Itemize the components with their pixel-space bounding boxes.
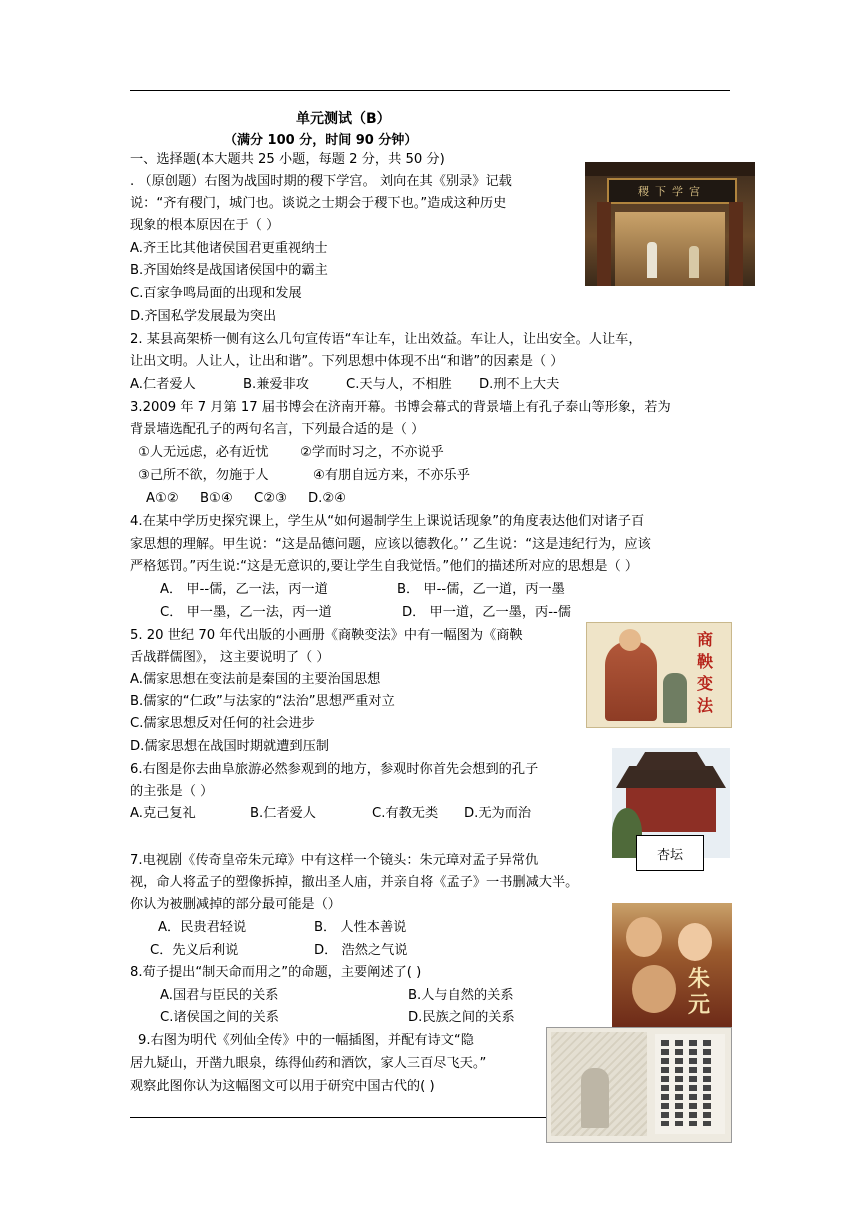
academy-doorway — [615, 212, 725, 286]
q3-option-d: D.②④ — [308, 491, 346, 506]
q3-option-b: B①④ — [200, 491, 233, 506]
q9-stem-line: 居九疑山，开凿九眼泉，练得仙药和酒饮，家人三百尽飞天。” — [130, 1056, 487, 1071]
q7-stem-line: 你认为被删减掉的部分最可能是（） — [130, 897, 341, 912]
q2-option-a: A.仁者爱人 — [130, 377, 196, 392]
q3-stem-line: 背景墙选配孔子的两句名言，下列最合适的是（ ） — [130, 422, 425, 437]
q4-option-a: A． 甲--儒，乙一法，丙一道 — [160, 582, 328, 597]
xingtan-caption-text: 杏坛 — [656, 847, 683, 863]
q2-stem-line: 让出文明。人让人，让出和谐”。下列思想中体现不出“和谐”的因素是（ ） — [130, 354, 564, 369]
q8-option-c: C.诸侯国之间的关系 — [160, 1010, 279, 1025]
q5-stem-line: 舌战群儒图》， 这主要说明了（ ） — [130, 650, 330, 665]
q7-option-c: C．先义后利说 — [150, 943, 239, 958]
q4-option-b: B． 甲--儒，乙一道，丙一墨 — [397, 582, 565, 597]
academy-sign-text: 稷下学宫 — [638, 185, 706, 198]
q3-quote-3: ③己所不欲，勿施于人 — [138, 468, 269, 483]
shang-yang-head — [619, 629, 641, 651]
q4-stem-line: 家思想的理解。甲生说：“这是品德问题，应该以德教化。’’ 乙生说：“这是违纪行为，应该 — [130, 537, 651, 552]
q2-stem-line: 2. 某县高架桥一侧有这么几句宣传语“车让车，让出效益。车让人，让出安全。人让车， — [130, 332, 642, 347]
cover-title: 商鞅变法 — [697, 630, 714, 715]
academy-figure — [647, 242, 657, 278]
q3-quote-2: ②学而时习之，不亦说乎 — [300, 445, 444, 460]
academy-signboard — [607, 178, 737, 204]
q7-option-d: D． 浩然之气说 — [314, 943, 408, 958]
q6-option-a: A.克己复礼 — [130, 806, 196, 821]
q8-stem: 8.荀子提出“制天命而用之”的命题，主要阐述了( ) — [130, 965, 422, 980]
tv-drama-poster — [612, 903, 732, 1027]
page-title: 单元测试（B） — [296, 111, 391, 127]
q3-quote-4: ④有朋自远方来，不亦乐乎 — [313, 468, 470, 483]
q5-stem-line: 5. 20 世纪 70 年代出版的小画册《商鞅变法》中有一幅图为《商鞅 — [130, 628, 523, 643]
illustration-poem-panel — [655, 1034, 725, 1134]
poem-column — [661, 1040, 669, 1126]
q7-option-b: B． 人性本善说 — [314, 920, 407, 935]
temple-roof-upper — [634, 752, 708, 770]
poster-title: 朱元 — [688, 967, 711, 1018]
academy-roof — [585, 162, 755, 176]
q3-option-c: C②③ — [254, 491, 287, 506]
poem-column — [689, 1040, 697, 1126]
q3-stem-line: 3.2009 年 7 月第 17 届书博会在济南开幕。书博会幕式的背景墙上有孔子泰山等形象，若为 — [130, 400, 671, 415]
jixia-academy-image — [585, 162, 755, 286]
illustration-immortal — [581, 1068, 609, 1128]
academy-figure — [689, 246, 699, 278]
q2-option-c: C.天与人，不相胜 — [346, 377, 452, 392]
q5-option-b: B.儒家的“仁政”与法家的“法治”思想严重对立 — [130, 694, 395, 709]
q6-stem-line: 的主张是（ ） — [130, 784, 214, 799]
q3-quote-1: ①人无远虑，必有近忧 — [138, 445, 269, 460]
q4-option-c: C． 甲一墨，乙一法，丙一道 — [160, 605, 332, 620]
q4-stem-line: 严格惩罚。”丙生说:“这是无意识的,要让学生自我觉悟。”他们的描述所对应的思想是（ ） — [130, 559, 639, 574]
q2-option-b: B.兼爱非攻 — [243, 377, 309, 392]
q7-stem-line: 视，命人将孟子的塑像拆掉，撤出圣人庙，并亲自将《孟子》一书删减大半。 — [130, 875, 579, 890]
poem-column — [703, 1040, 711, 1126]
immortal-illustration — [546, 1027, 732, 1143]
xingtan-caption — [636, 835, 704, 871]
shang-yang-picture — [586, 622, 732, 728]
q1-option-c: C.百家争鸣局面的出现和发展 — [130, 286, 302, 301]
page-subtitle: （满分 100 分，时间 90 分钟） — [224, 133, 418, 148]
q5-option-a: A.儒家思想在变法前是秦国的主要治国思想 — [130, 672, 381, 687]
q5-option-d: D.儒家思想在战国时期就遭到压制 — [130, 739, 329, 754]
q1-option-b: B.齐国始终是战国诸侯国中的霸主 — [130, 263, 328, 278]
q1-stem-line: 说：“齐有稷门，城门也。谈说之士期会于稷下也。”造成这种历史 — [130, 196, 507, 211]
q6-option-b: B.仁者爱人 — [250, 806, 316, 821]
q6-option-d: D.无为而治 — [464, 806, 532, 821]
q4-option-d: D． 甲一道，乙一墨，丙--儒 — [402, 605, 571, 620]
q7-stem-line: 7.电视剧《传奇皇帝朱元璋》中有这样一个镜头：朱元璋对孟子异常仇 — [130, 853, 539, 868]
q9-stem-line: 9.右图为明代《列仙全传》中的一幅插图，并配有诗文“隐 — [138, 1033, 474, 1048]
q6-option-c: C.有教无类 — [372, 806, 439, 821]
q8-option-d: D.民族之间的关系 — [408, 1010, 515, 1025]
q6-stem-line: 6.右图是你去曲阜旅游必然参观到的地方，参观时你首先会想到的孔子 — [130, 762, 539, 777]
q4-stem-line: 4.在某中学历史探究课上，学生从“如何遏制学生上课说话现象”的角度表达他们对诸子百 — [130, 514, 645, 529]
q1-option-d: D.齐国私学发展最为突出 — [130, 309, 277, 324]
q2-option-d: D.刑不上大夫 — [479, 377, 560, 392]
poster-face — [678, 923, 712, 961]
q8-option-b: B.人与自然的关系 — [408, 988, 514, 1003]
shang-yang-figure — [605, 641, 657, 721]
poster-face — [632, 965, 676, 1013]
academy-pillar-right — [729, 202, 743, 286]
q1-option-a: A.齐王比其他诸侯国君更重视纳士 — [130, 241, 328, 256]
poem-column — [675, 1040, 683, 1126]
q3-option-a: A①② — [146, 491, 179, 506]
section-heading: 一、选择题(本大题共 25 小题，每题 2 分，共 50 分) — [130, 152, 445, 167]
q7-option-a: A．民贵君轻说 — [158, 920, 247, 935]
q1-stem-line: . （原创题）右图为战国时期的稷下学宫。 刘向在其《别录》记载 — [130, 174, 512, 189]
q8-option-a: A.国君与臣民的关系 — [160, 988, 279, 1003]
poster-face — [626, 917, 662, 957]
q5-option-c: C.儒家思想反对任何的社会进步 — [130, 716, 315, 731]
q9-stem-line: 观察此图你认为这幅图文可以用于研究中国古代的( ) — [130, 1079, 435, 1094]
top-rule — [130, 90, 730, 91]
academy-pillar-left — [597, 202, 611, 286]
scholar-figure — [663, 673, 687, 723]
q1-stem-line: 现象的根本原因在于（ ） — [130, 218, 280, 233]
